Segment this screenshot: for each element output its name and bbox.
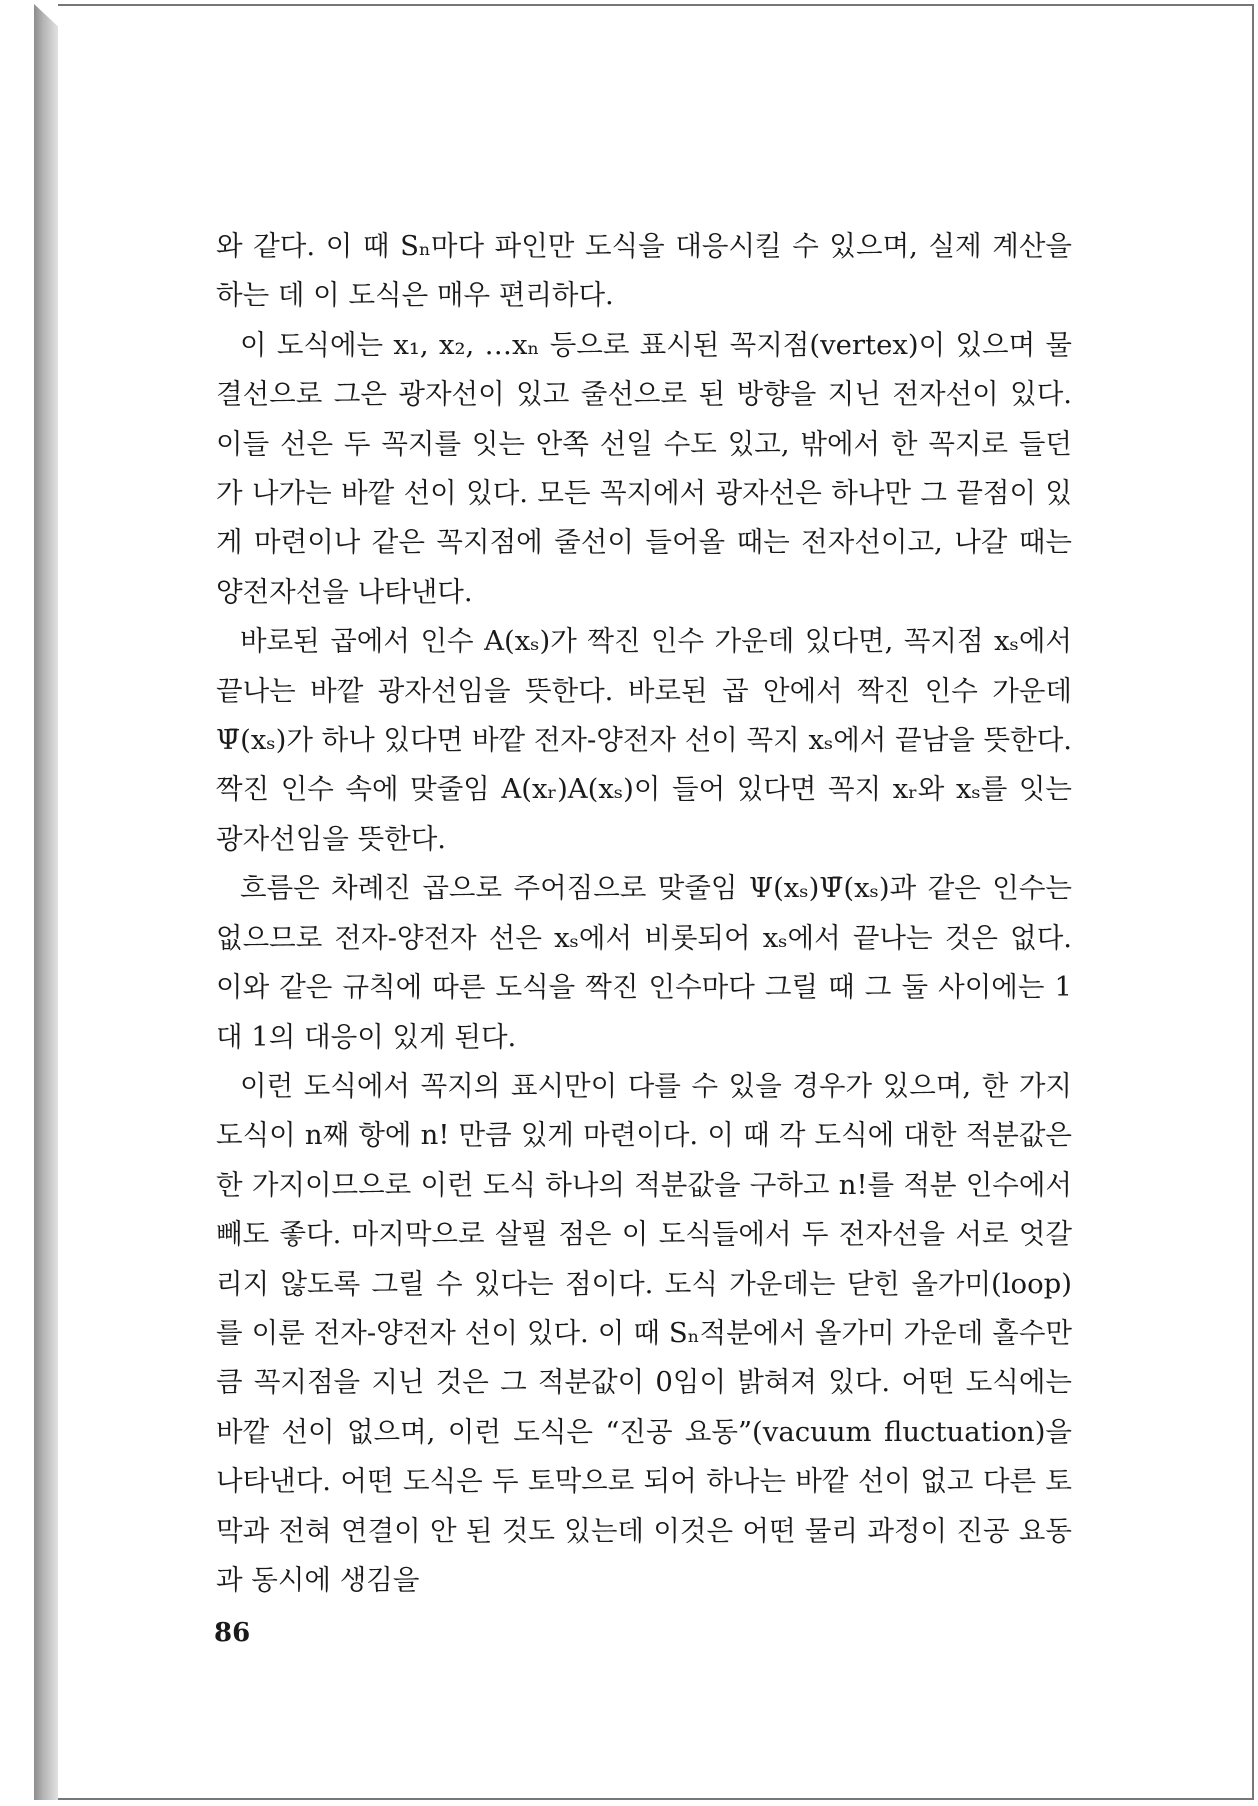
body-text — [216, 222, 1072, 1605]
paragraph-2: 이 도식에는 x₁, x₂, …xₙ 등으로 표시된 꼭지점(vertex)이 있으며 물결선으로 그은 광자선이 있고 줄선으로 된 방향을 지닌 전자선이 있다. 이들 선은 두 꼭지를 잇는 안쪽 선일 수도 있고, 밖에서 한 꼭지로 들던가 나가는 바깥 선이 있다. 모든 꼭지에서 광자선은 하나만 그 끝점이 있게 마련이나 같은 꼭지점에 줄선이 들어올 때는 전자선이고, 나갈 때는 양전자선을 나타낸다. — [216, 328, 1072, 608]
paragraph-5: 이런 도식에서 꼭지의 표시만이 다를 수 있을 경우가 있으며, 한 가지 도식이 n째 항에 n! 만큼 있게 마련이다. 이 때 각 도식에 대한 적분값은 한 가지이므으로 이런 도식 하나의 적분값을 구하고 n!를 적분 인수에서 빼도 좋다. 마지막으로 살필 점은 이 도식들에서 두 전자선을 서로 엇갈리지 않도록 그릴 수 있다는 점이다. 도식 가운데는 닫힌 올가미(loop)를 이룬 전자-양전자 선이 있다. 이 때 Sₙ적분에서 올가미 가운데 홀수만큼 꼭지점을 지닌 것은 그 적분값이 0임이 밝혀져 있다. 어떤 도식에는 바깥 선이 없으며, 이런 도식은 “진공 요동”(vacuum fluctuation)을 나타낸다. 어떤 도식은 두 토막으로 되어 하나는 바깥 선이 없고 다른 토막과 전혀 연결이 안 된 것도 있는데 이것은 어떤 물리 과정이 진공 요동과 동시에 생김을 — [216, 1069, 1072, 1596]
paragraph-1: 와 같다. 이 때 Sₙ마다 파인만 도식을 대응시킬 수 있으며, 실제 계산을 하는 데 이 도식은 매우 편리하다. — [216, 230, 1072, 312]
paragraph-3: 바로된 곱에서 인수 A(xₛ)가 짝진 인수 가운데 있다면, 꼭지점 xₛ에서 끝나는 바깥 광자선임을 뜻한다. 바로된 곱 안에서 짝진 인수 가운데 Ψ̄(xₛ)가 하나 있다면 바깥 전자-양전자 선이 꼭지 xₛ에서 끝남을 뜻한다. 짝진 인수 속에 맞줄임 A(xᵣ)A(xₛ)이 들어 있다면 꼭지 xᵣ와 xₛ를 잇는 광자선임을 뜻한다. — [216, 625, 1072, 855]
page-number: 86 — [214, 1618, 251, 1648]
paragraph-4: 흐름은 차례진 곱으로 주어짐으로 맞줄임 Ψ(xₛ)Ψ̄(xₛ)과 같은 인수는 없으므로 전자-양전자 선은 xₛ에서 비롯되어 xₛ에서 끝나는 것은 없다. 이와 같은 규칙에 따른 도식을 짝진 인수마다 그릴 때 그 둘 사이에는 1대 1의 대응이 있게 된다. — [216, 872, 1072, 1053]
